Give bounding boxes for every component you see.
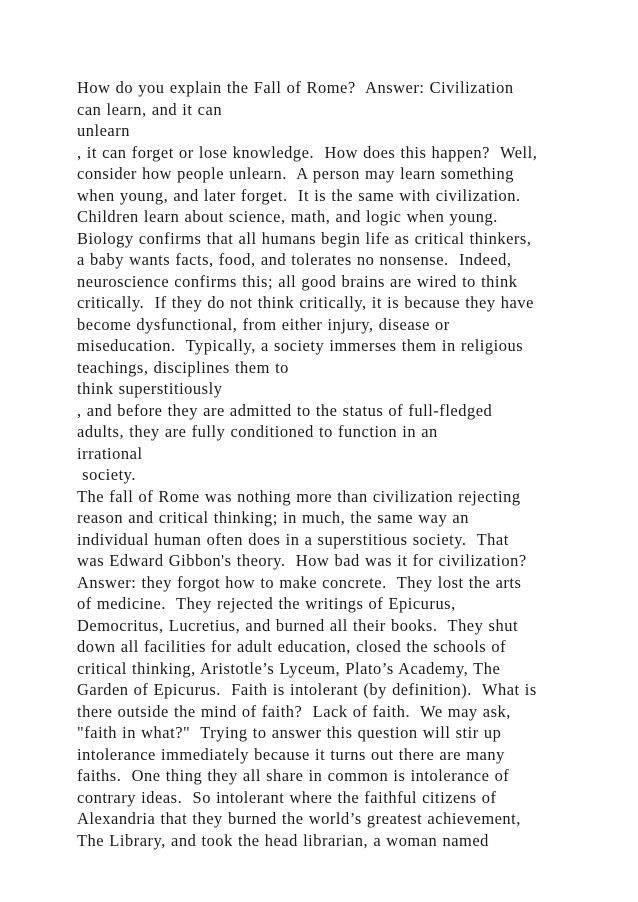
text-line: critical thinking, Aristotle’s Lyceum, Plato’s Academy, The <box>77 658 501 678</box>
text-line: consider how people unlearn. A person may learn something <box>77 164 514 183</box>
text-line: The fall of Rome was nothing more than civilization rejecting <box>77 486 521 506</box>
text-line: irrational <box>77 443 143 463</box>
text-line: individual human often does in a superstitious society. That <box>77 529 509 549</box>
text-line: society. <box>77 465 137 484</box>
text-line: miseducation. Typically, a society immerses them in religious <box>77 336 524 355</box>
text-line: Children learn about science, math, and logic when young. <box>77 207 498 226</box>
text-line: neuroscience confirms this; all good brains are wired to think <box>77 271 518 291</box>
text-line: How do you explain the Fall of Rome? Answer: Civilization <box>77 78 514 97</box>
text-line: think superstitiously <box>77 379 223 398</box>
text-line: Answer: they forgot how to make concrete. They lost the arts <box>77 572 522 592</box>
text-line: critically. If they do not think critically, it is because they have <box>77 293 534 312</box>
text-line: Democritus, Lucretius, and burned all their books. They shut <box>77 615 519 635</box>
text-line: down all facilities for adult education, closed the schools of <box>77 637 507 656</box>
text-line: reason and critical thinking; in much, the same way an <box>77 508 469 527</box>
text-line: The Library, and took the head librarian, a woman named <box>77 830 489 850</box>
text-line: , it can forget or lose knowledge. How does this happen? Well, <box>77 142 538 162</box>
text-line: Alexandria that they burned the world’s greatest achievement, <box>77 809 521 828</box>
text-line: of medicine. They rejected the writings of Epicurus, <box>77 594 456 613</box>
text-line: teachings, disciplines them to <box>77 357 289 377</box>
text-line: faiths. One thing they all share in common is intolerance of <box>77 766 510 785</box>
text-line: intolerance immediately because it turns out there are many <box>77 744 505 764</box>
text-line: when young, and later forget. It is the same with civilization. <box>77 185 521 205</box>
text-line: "faith in what?" Trying to answer this question will stir up <box>77 723 502 742</box>
text-line: there outside the mind of faith? Lack of faith. We may ask, <box>77 701 511 721</box>
text-line: contrary ideas. So intolerant where the faithful citizens of <box>77 787 497 807</box>
text-line: a baby wants facts, food, and tolerates no nonsense. Indeed, <box>77 250 512 269</box>
text-line: , and before they are admitted to the status of full-fledged <box>77 400 493 420</box>
document-body-text <box>77 77 597 851</box>
text-line: can learn, and it can <box>77 99 223 119</box>
text-line: was Edward Gibbon's theory. How bad was it for civilization? <box>77 551 527 570</box>
text-line: Biology confirms that all humans begin life as critical thinkers, <box>77 228 532 248</box>
text-line: adults, they are fully conditioned to function in an <box>77 422 438 441</box>
text-line: become dysfunctional, from either injury, disease or <box>77 314 450 334</box>
text-line: Garden of Epicurus. Faith is intolerant (by definition). What is <box>77 680 537 699</box>
text-line: unlearn <box>77 121 130 140</box>
